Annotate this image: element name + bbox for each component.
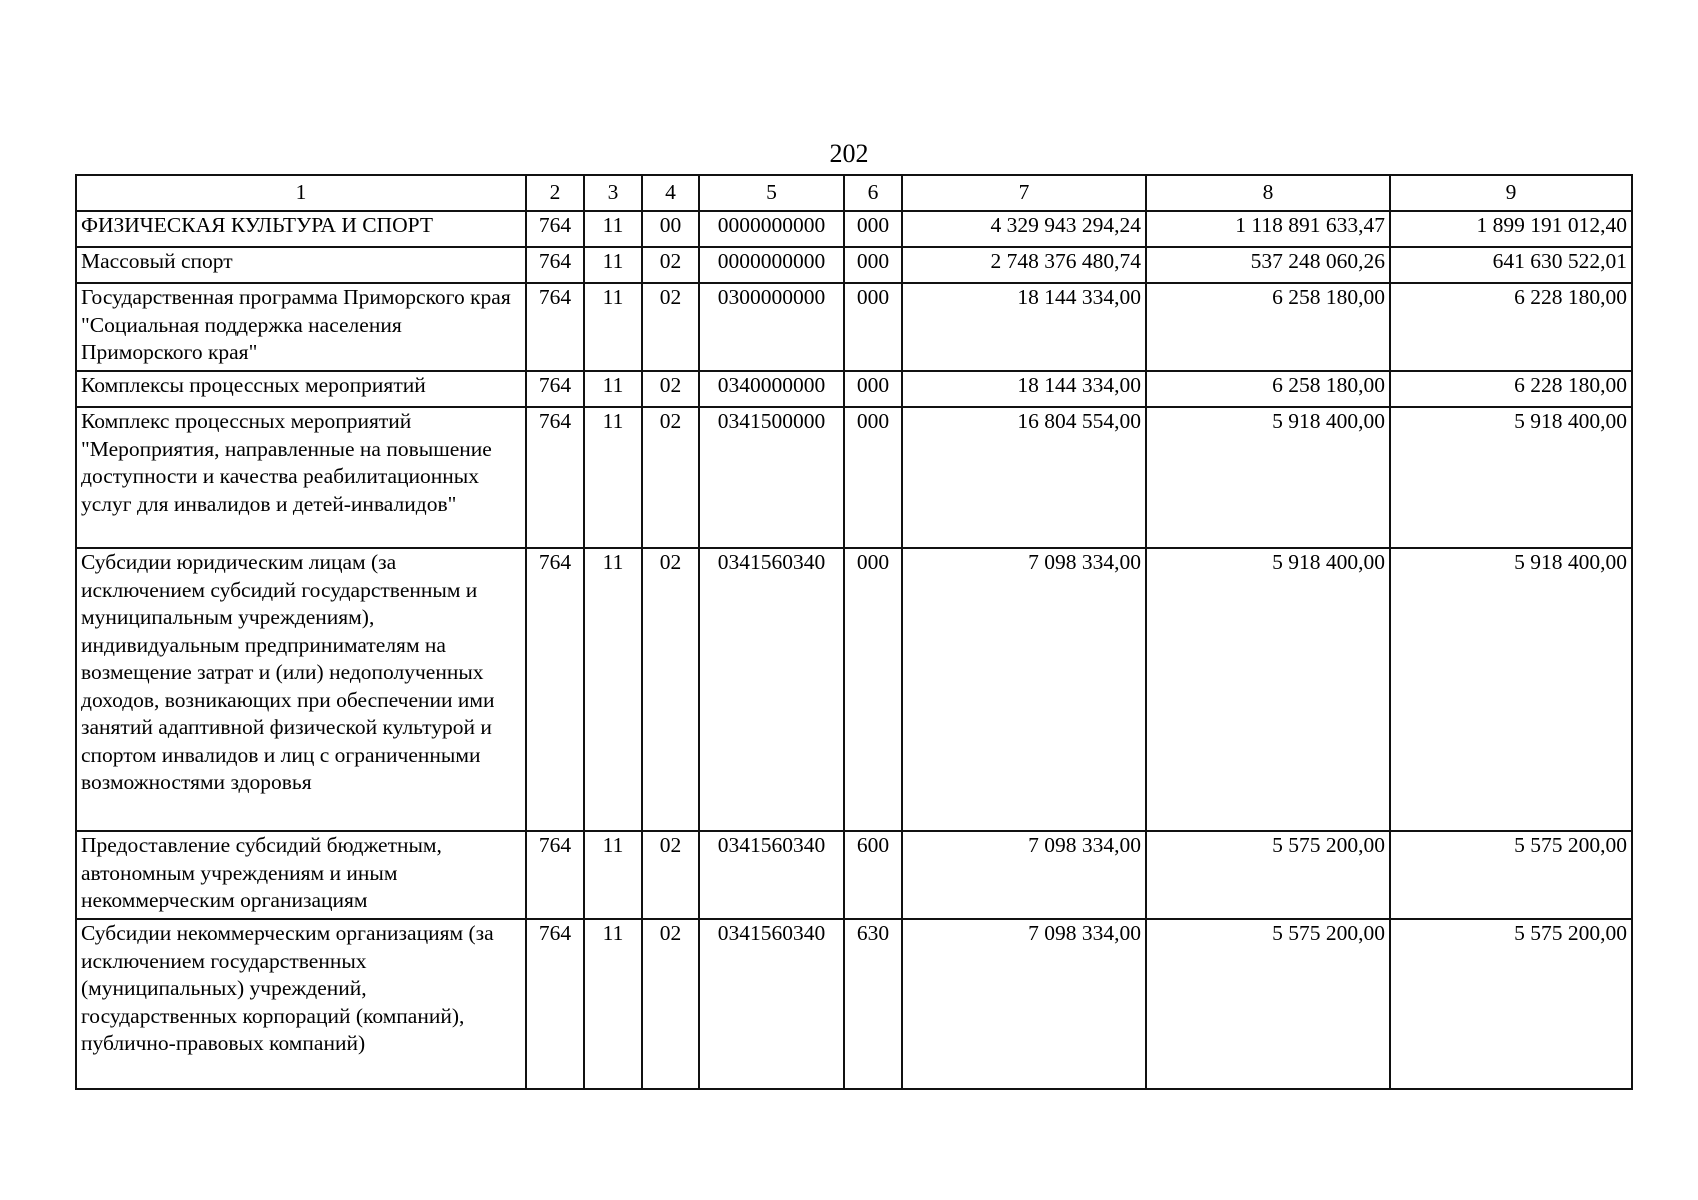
row-code-4: 02 [642, 407, 699, 548]
row-code-5: 0341500000 [699, 407, 844, 548]
row-amount-8: 5 575 200,00 [1146, 919, 1390, 1089]
row-amount-8: 6 258 180,00 [1146, 371, 1390, 407]
row-amount-9: 5 918 400,00 [1390, 548, 1632, 831]
row-amount-8: 6 258 180,00 [1146, 283, 1390, 371]
row-code-5: 0341560340 [699, 919, 844, 1089]
row-code-2: 764 [526, 283, 584, 371]
row-code-6: 000 [844, 371, 902, 407]
table-row [76, 919, 1632, 1089]
row-name: Субсидии юридическим лицам (за исключением субсидий государственным и муниципальным учреждениям), индивидуальным предпринимателям на возмещение затрат и (или) недополученных доходов, возникающих при обеспечении ими занятий адаптивной физической культурой и спортом инвалидов и лиц с ограниченными возможностями здоровья [76, 548, 526, 831]
row-code-2: 764 [526, 919, 584, 1089]
row-amount-8: 5 575 200,00 [1146, 831, 1390, 919]
row-amount-7: 18 144 334,00 [902, 283, 1146, 371]
table-row [76, 548, 1632, 831]
row-amount-8: 5 918 400,00 [1146, 407, 1390, 548]
row-code-5: 0000000000 [699, 247, 844, 283]
row-code-2: 764 [526, 548, 584, 831]
row-amount-8: 537 248 060,26 [1146, 247, 1390, 283]
table-row [76, 831, 1632, 919]
row-code-3: 11 [584, 211, 642, 247]
row-code-4: 02 [642, 371, 699, 407]
row-code-2: 764 [526, 831, 584, 919]
row-amount-7: 7 098 334,00 [902, 919, 1146, 1089]
row-code-3: 11 [584, 283, 642, 371]
row-amount-7: 18 144 334,00 [902, 371, 1146, 407]
row-name: Предоставление субсидий бюджетным, автономным учреждениям и иным некоммерческим организациям [76, 831, 526, 919]
row-amount-9: 5 575 200,00 [1390, 831, 1632, 919]
row-code-6: 000 [844, 283, 902, 371]
row-code-5: 0341560340 [699, 831, 844, 919]
row-code-6: 000 [844, 407, 902, 548]
table-row [76, 247, 1632, 283]
row-code-4: 02 [642, 831, 699, 919]
row-amount-9: 6 228 180,00 [1390, 371, 1632, 407]
row-amount-9: 1 899 191 012,40 [1390, 211, 1632, 247]
row-code-2: 764 [526, 371, 584, 407]
page-number: 202 [829, 139, 869, 168]
row-code-6: 600 [844, 831, 902, 919]
header-cell-6: 6 [844, 175, 902, 211]
row-code-2: 764 [526, 211, 584, 247]
header-cell-8: 8 [1146, 175, 1390, 211]
row-name: ФИЗИЧЕСКАЯ КУЛЬТУРА И СПОРТ [76, 211, 526, 247]
row-amount-9: 641 630 522,01 [1390, 247, 1632, 283]
row-name: Комплексы процессных мероприятий [76, 371, 526, 407]
row-code-6: 000 [844, 211, 902, 247]
table-row [76, 283, 1632, 371]
table-row [76, 371, 1632, 407]
row-amount-8: 5 918 400,00 [1146, 548, 1390, 831]
row-code-4: 02 [642, 283, 699, 371]
row-code-3: 11 [584, 407, 642, 548]
header-cell-9: 9 [1390, 175, 1632, 211]
header-cell-4: 4 [642, 175, 699, 211]
row-amount-7: 7 098 334,00 [902, 548, 1146, 831]
row-code-3: 11 [584, 831, 642, 919]
row-code-5: 0341560340 [699, 548, 844, 831]
header-cell-1: 1 [76, 175, 526, 211]
row-name: Комплекс процессных мероприятий "Мероприятия, направленные на повышение доступности и качества реабилитационных услуг для инвалидов и детей-инвалидов" [76, 407, 526, 548]
row-code-4: 02 [642, 247, 699, 283]
row-code-3: 11 [584, 247, 642, 283]
row-code-2: 764 [526, 247, 584, 283]
row-name: Массовый спорт [76, 247, 526, 283]
row-amount-9: 6 228 180,00 [1390, 283, 1632, 371]
row-code-6: 000 [844, 548, 902, 831]
header-cell-2: 2 [526, 175, 584, 211]
row-amount-7: 7 098 334,00 [902, 831, 1146, 919]
row-amount-7: 16 804 554,00 [902, 407, 1146, 548]
row-code-6: 630 [844, 919, 902, 1089]
row-amount-9: 5 575 200,00 [1390, 919, 1632, 1089]
row-amount-8: 1 118 891 633,47 [1146, 211, 1390, 247]
row-amount-7: 4 329 943 294,24 [902, 211, 1146, 247]
row-amount-9: 5 918 400,00 [1390, 407, 1632, 548]
row-code-3: 11 [584, 548, 642, 831]
budget-table [75, 174, 1633, 1090]
row-code-5: 0000000000 [699, 211, 844, 247]
row-name: Государственная программа Приморского края "Социальная поддержка населения Приморского края" [76, 283, 526, 371]
header-cell-7: 7 [902, 175, 1146, 211]
row-code-5: 0340000000 [699, 371, 844, 407]
header-cell-5: 5 [699, 175, 844, 211]
row-code-6: 000 [844, 247, 902, 283]
row-code-4: 02 [642, 919, 699, 1089]
row-code-3: 11 [584, 919, 642, 1089]
row-amount-7: 2 748 376 480,74 [902, 247, 1146, 283]
row-code-4: 00 [642, 211, 699, 247]
table-row [76, 211, 1632, 247]
row-code-2: 764 [526, 407, 584, 548]
header-row [76, 175, 1632, 211]
header-cell-3: 3 [584, 175, 642, 211]
row-code-3: 11 [584, 371, 642, 407]
row-code-5: 0300000000 [699, 283, 844, 371]
row-name: Субсидии некоммерческим организациям (за исключением государственных (муниципальных) учреждений, государственных корпораций (компаний), публично-правовых компаний) [76, 919, 526, 1089]
row-code-4: 02 [642, 548, 699, 831]
table-row [76, 407, 1632, 548]
